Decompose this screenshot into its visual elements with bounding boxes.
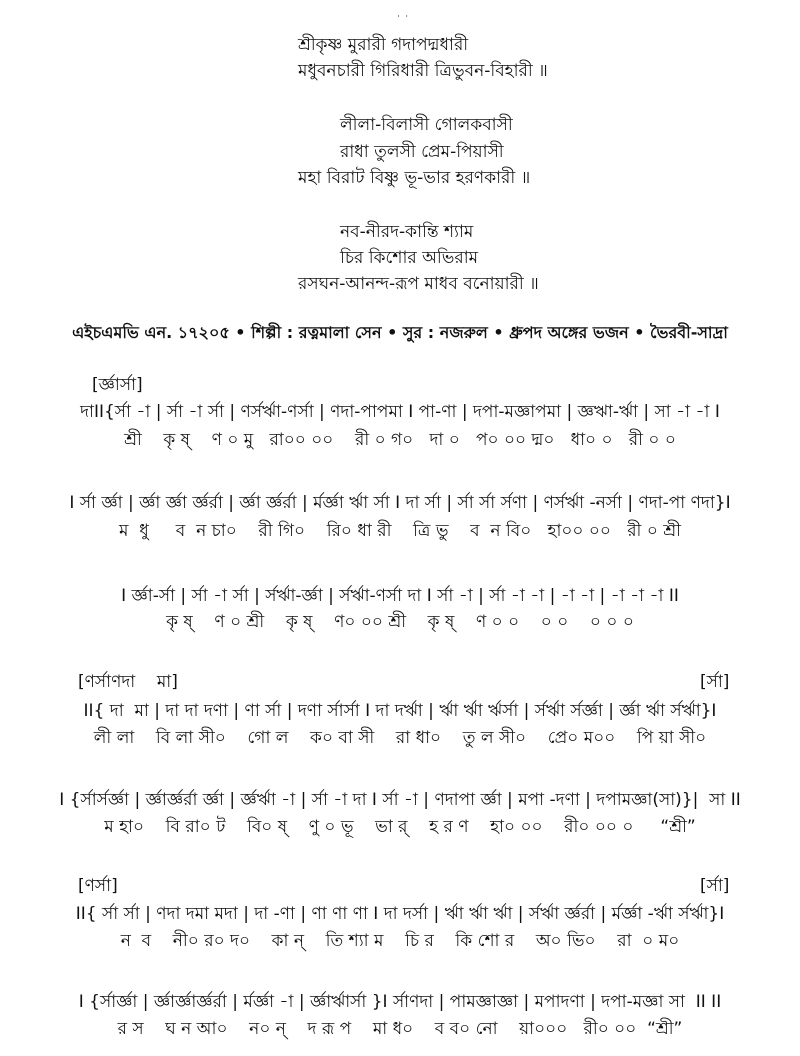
notation-lyrics: কৃ ষ্ ণ ০ শ্রী কৃ ষ্ ণ০ ০০ শ্রী কৃ ষ্ ণ ০ ০ ০ ০ ০ ০ ০: [166, 612, 634, 632]
verse-line: শ্রীকৃষ্ণ মুরারী গদাপদ্মধারী: [298, 35, 469, 55]
notation-notes: I {র্সার্সর্জ্ঞা | র্জ্ঞার্জ্ঞর্রা র্জ্ঞা | র্জ্ঞর্ঋা -া | র্সা -া দা I র্সা -া | ণদাপা র্জ্ঞা | মপা -দণা | দপামজ্ঞা(সা)}| সা II: [59, 790, 741, 810]
verse-line: রসঘন-আনন্দ-রূপ মাধব বনোয়ারী ॥: [298, 274, 539, 294]
verse-line: মধুবনচারী গিরিধারী ত্রিভুবন-বিহারী ॥: [298, 61, 548, 81]
top-marks: ˙ ˙: [396, 15, 410, 26]
notation-lyrics: র স ঘ ন আ০ ন০ ন্ দ রূ প মা ধ০ ব ব০ নো য়া০০০ রী০ ০০ “শ্রী”: [117, 1019, 683, 1039]
notation-notes: II{ র্সা র্সা | ণদা দমা মদা | দা -ণা | ণা ণা ণা I দা দর্সা | র্ঋা র্ঋা র্ঋা | র্সর্ঋা র্জ্ঞর্রা | র্মর্জ্ঞা -র্ঋা র্সর্ঋা}I: [75, 904, 725, 924]
notation-notes: I {র্সার্জ্ঞা | র্জ্ঞার্জ্ঞার্জ্ঞর্রা | র্মর্জ্ঞা -া | র্জ্ঞার্ঋার্সা }I র্সাণদা | পামজ্ঞাজ্ঞা | মপাদণা | দপা-মজ্ঞা সা II II: [78, 992, 722, 1012]
record-info: এইচএমভি এন. ১৭২০৫ • শিল্পী : রত্নমালা সেন • সুর : নজরুল • ধ্রুপদ অঙ্গের ভজন • ভৈরবী-সাদ্রা: [72, 323, 728, 342]
notation-notes: II{ দা মা | দা দা দণা | ণা র্সা | দণা র্সার্সা I দা দর্ঋা | র্ঋা র্ঋা র্ঋর্সা | র্সর্ঋা র্সর্জ্ঞা | র্জ্ঞা র্ঋা র্সর্ঋা}I: [83, 701, 717, 721]
notation-lyrics: ন ব নী০ র০ দ০ কা ন্ তি শ্যা ম চি র কি শো র অ০ ভি০ রা ০ ম০: [120, 931, 680, 951]
notation-lyrics: ম হা০ বি রা০ ট বি০ ষ্ ণু ০ ভূ ভা র্ হ র ণ হা০ ০০ রী০ ০০ ০ “শ্রী”: [104, 817, 696, 837]
notation-notes: I র্সা র্জ্ঞা | র্জ্ঞা র্জ্ঞা র্জ্ঞর্রা | র্জ্ঞা র্জ্ঞর্রা | র্মর্জ্ঞা র্ঋা র্সা I দা র্সা | র্সা র্সা র্সণা | ণর্সর্ঋা -নর্সা | ণদা-পা ণদা}I: [69, 493, 731, 513]
notation-notes: দাII{র্সা -া | র্সা -া র্সা | ণর্সর্ঋা-ণর্সা | ণদা-পাপমা I পা-ণা | দপা-মজ্ঞাপমা | জ্ঞঋা-র্ঋা | সা -া -া I: [80, 402, 720, 422]
notation-lyrics: ম ধু ব ন চা০ রী গি০ রি০ ধা রী ত্রি ভু ব ন বি০ হা০০ ০০ রী ০ শ্রী: [119, 521, 681, 541]
notation-lyrics: শ্রী কৃ ষ্ ণ ০ মু রা০০ ০০ রী ০ গ০ দা ০ প০ ০০ দ্ম০ ধা০ ০ রী ০ ০: [124, 430, 676, 450]
verse-line: রাধা তুলসী প্রেম-পিয়াসী: [340, 142, 504, 162]
bracket-note: [র্জ্ঞার্সা]: [92, 375, 143, 395]
bracket-note: [ণর্সা]: [78, 876, 118, 896]
verse-line: মহা বিরাট বিষ্ণু ভূ-ভার হরণকারী ॥: [298, 168, 531, 188]
verse-line: চির কিশোর অভিরাম: [340, 248, 479, 268]
verse-line: নব-নীরদ-কান্তি শ্যাম: [340, 222, 474, 242]
bracket-note: [র্সা]: [700, 672, 730, 692]
notation-lyrics: লী লা বি লা সী০ গো ল ক০ বা সী রা ধা০ তু ল সী০ প্রে০ ম০০ পি য়া সী০: [93, 728, 707, 748]
bracket-note: [র্সা]: [700, 876, 730, 896]
bracket-note: [ণর্সাণদা মা]: [78, 672, 178, 692]
notation-notes: I র্জ্ঞা-র্সা | র্সা -া র্সা | র্সর্ঋা-র্জ্ঞা | র্সর্ঋা-ণর্সা দা I র্সা -া | র্সা -া -া | -া -া | -া -া -া II: [121, 586, 679, 606]
verse-line: লীলা-বিলাসী গোলকবাসী: [340, 115, 513, 135]
